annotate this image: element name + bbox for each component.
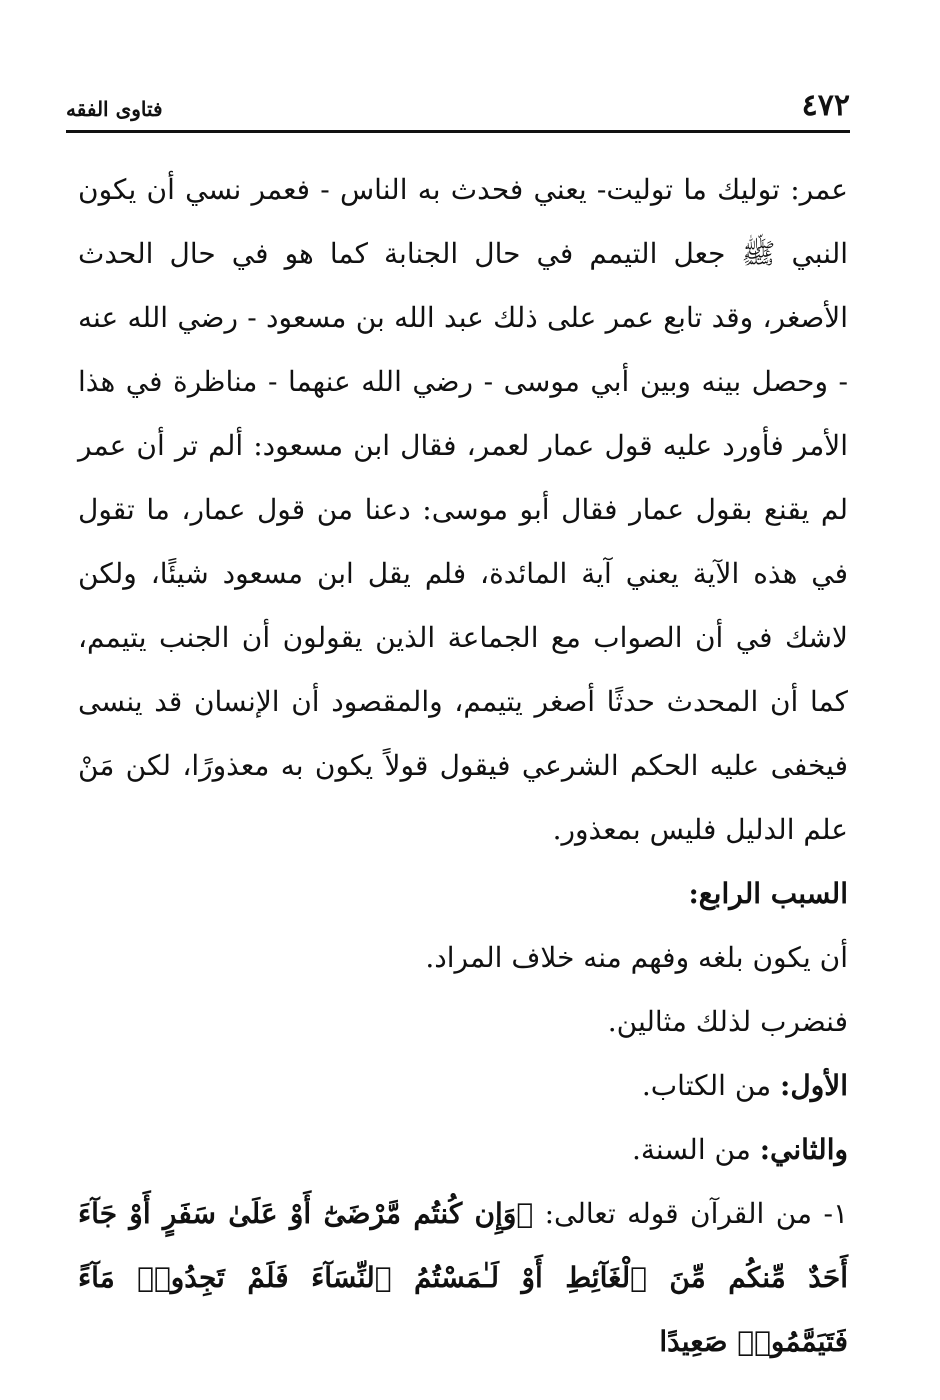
example-second <box>78 1118 848 1182</box>
running-title: فتاوى الفقه <box>66 97 163 121</box>
text-line: أن يكون بلغه وفهم منه خلاف المراد. <box>425 941 848 974</box>
example-second-text: من السنة. <box>631 1133 760 1166</box>
section-heading: السبب الرابع: <box>688 877 848 910</box>
quran-verse: ﴿وَإِن كُنتُم مَّرْضَىٰٓ أَوْ عَلَىٰ سَفَرٍ أَوْ جَآءَ أَحَدٌ مِّنكُم مِّنَ ٱلْغَآئِطِ أَوْ لَـٰمَسْتُمُ ٱلنِّسَآءَ فَلَمْ تَجِدُوا۟ مَآءً فَتَيَمَّمُوا۟ صَعِيدًا <box>78 1197 848 1358</box>
example-first <box>78 1054 848 1118</box>
example-second-label: والثاني: <box>759 1133 848 1166</box>
page-number: ٤٧٢ <box>801 88 850 123</box>
page-body <box>78 158 848 1374</box>
quran-intro: ١- من القرآن قوله تعالى: <box>533 1197 848 1230</box>
main-paragraph: عمر: توليك ما توليت- يعني فحدث به الناس - فعمر نسي أن يكون النبي ﷺ جعل التيمم في حال الجنابة كما هو في حال الحدث الأصغر، وقد تابع عمر على ذلك عبد الله بن مسعود - رضي الله عنه - وحصل بينه وبين أبي موسى - رضي الله عنهما - مناظرة في هذا الأمر فأورد عليه قول عمار لعمر، فقال ابن مسعود: ألم تر أن عمر لم يقنع بقول عمار فقال أبو موسى: دعنا من قول عمار، ما تقول في هذه الآية يعني آية المائدة، فلم يقل ابن مسعود شيئًا، ولكن لاشك في أن الصواب مع الجماعة الذين يقولون أن الجنب يتيمم، كما أن المحدث حدثًا أصغر يتيمم، والمقصود أن الإنسان قد ينسى فيخفى عليه الحكم الشرعي فيقول قولاً يكون به معذورًا، لكن مَنْ علم الدليل فليس بمعذور. <box>78 173 848 846</box>
header-rule <box>66 130 850 133</box>
quran-paragraph <box>78 1182 848 1374</box>
text-line: فنضرب لذلك مثالين. <box>607 1005 848 1038</box>
example-first-text: من الكتاب. <box>641 1069 781 1102</box>
example-first-label: الأول: <box>780 1069 848 1102</box>
page-header <box>66 88 850 128</box>
